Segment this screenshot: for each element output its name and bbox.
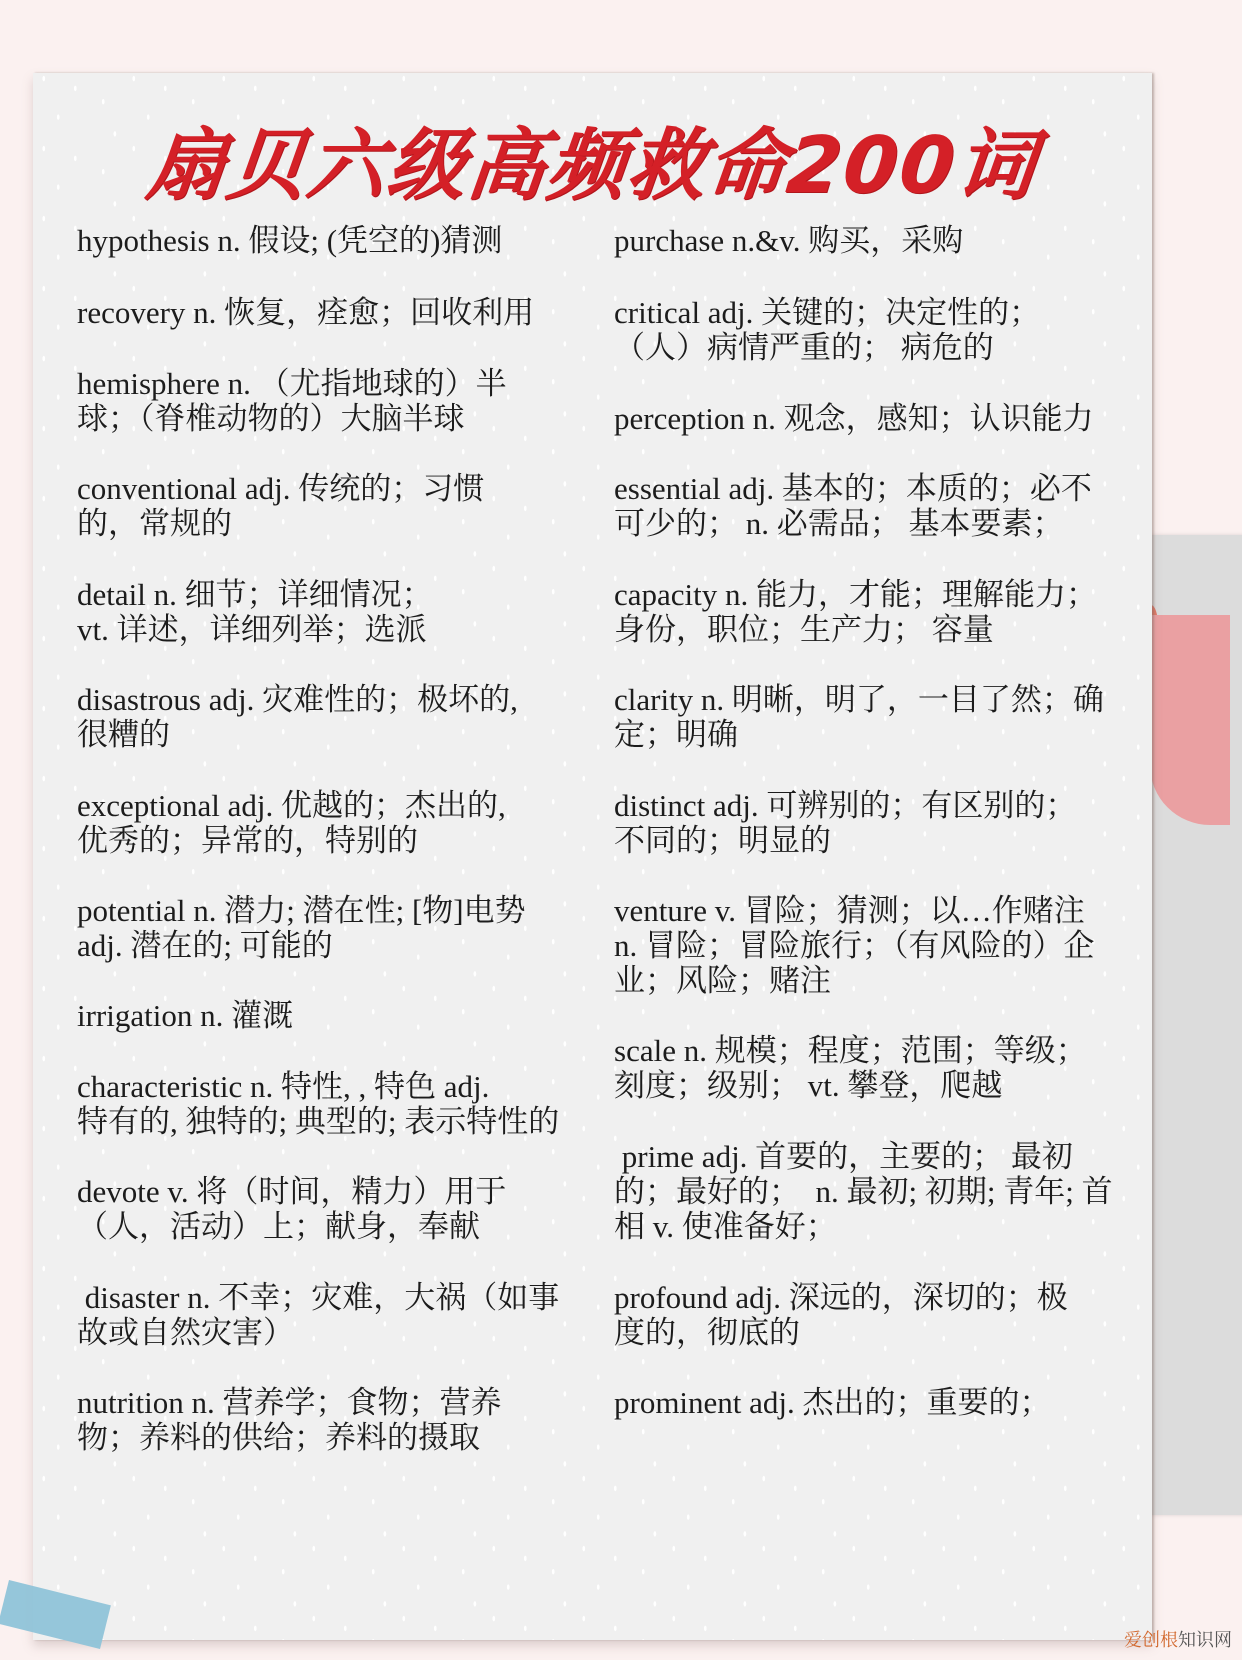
entry-line: conventional adj. 传统的；习惯: [77, 471, 485, 506]
entry-line: capacity n. 能力，才能；理解能力；: [614, 577, 1098, 612]
entry-line: nutrition n. 营养学；食物；营养: [77, 1385, 502, 1420]
vocabulary-card: [33, 73, 1152, 1640]
word-entry-capacity: [614, 577, 1154, 647]
entry-line: 优秀的；异常的，特别的: [77, 823, 418, 858]
watermark: [1124, 1626, 1232, 1652]
entry-line: exceptional adj. 优越的；杰出的,: [77, 788, 506, 823]
page-title: 扇贝六级高频救命200词: [142, 121, 1041, 211]
word-entry-irrigation: [77, 998, 617, 1033]
entry-line: hemisphere n. （尤指地球的）半: [77, 366, 507, 401]
entry-line: adj. 潜在的; 可能的: [77, 928, 333, 963]
decorative-pink-shape: [1150, 615, 1230, 825]
entry-line: n. 冒险；冒险旅行；（有风险的）企: [614, 928, 1095, 963]
entry-line: 的，常规的: [77, 506, 232, 541]
entry-line: detail n. 细节；详细情况；: [77, 577, 433, 612]
entry-line: prime adj. 首要的，主要的； 最初: [614, 1139, 1073, 1174]
entry-line: perception n. 观念，感知；认识能力: [614, 401, 1094, 436]
entry-line: 物；养料的供给；养料的摄取: [77, 1420, 480, 1455]
word-entry-distinct: [614, 788, 1154, 858]
entry-line: scale n. 规模；程度；范围；等级；: [614, 1033, 1087, 1068]
entry-line: 球；（脊椎动物的）大脑半球: [77, 401, 465, 436]
word-entry-potential: [77, 893, 617, 963]
entry-line: devote v. 将（时间，精力）用于: [77, 1174, 507, 1209]
entry-line: 不同的；明显的: [614, 823, 831, 858]
entry-line: essential adj. 基本的；本质的；必不: [614, 471, 1092, 506]
entry-line: hypothesis n. 假设; (凭空的)猜测: [77, 223, 503, 258]
word-entry-clarity: [614, 682, 1154, 752]
word-entry-conventional: [77, 471, 617, 541]
word-entry-exceptional: [77, 788, 617, 858]
entry-line: 相 v. 使准备好；: [614, 1209, 837, 1244]
word-entry-hypothesis: [77, 223, 617, 258]
entry-line: distinct adj. 可辨别的；有区别的；: [614, 788, 1077, 823]
entry-line: 身份，职位；生产力； 容量: [614, 612, 994, 647]
entry-line: disastrous adj. 灾难性的；极坏的,: [77, 682, 518, 717]
background-sheet: [1150, 535, 1242, 1515]
word-entry-disastrous: [77, 682, 617, 752]
word-entry-critical: [614, 295, 1154, 365]
watermark-suffix: 知识网: [1178, 1630, 1232, 1651]
entry-line: venture v. 冒险；猜测；以…作赌注: [614, 893, 1085, 928]
entry-line: vt. 详述，详细列举；选派: [77, 612, 427, 647]
word-entry-characteristic: [77, 1069, 617, 1139]
word-entry-essential: [614, 471, 1154, 541]
entry-line: clarity n. 明晰，明了，一目了然；确: [614, 682, 1104, 717]
entry-line: prominent adj. 杰出的；重要的；: [614, 1385, 1051, 1420]
word-entry-purchase: [614, 223, 1154, 258]
word-entry-scale: [614, 1033, 1154, 1103]
entry-line: （人，活动）上；献身，奉献: [77, 1209, 480, 1244]
entry-line: （人）病情严重的； 病危的: [614, 330, 994, 365]
entry-line: 刻度；级别； vt. 攀登，爬越: [614, 1068, 1003, 1103]
word-entry-disaster: [77, 1280, 617, 1350]
entry-line: potential n. 潜力; 潜在性; [物]电势: [77, 893, 526, 928]
word-entry-prime: [614, 1139, 1154, 1244]
entry-line: 定；明确: [614, 717, 738, 752]
entry-line: purchase n.&v. 购买，采购: [614, 223, 964, 258]
entry-line: irrigation n. 灌溉: [77, 998, 294, 1033]
entry-line: profound adj. 深远的，深切的；极: [614, 1280, 1068, 1315]
entry-line: 很糟的: [77, 717, 170, 752]
word-entry-profound: [614, 1280, 1154, 1350]
word-entry-nutrition: [77, 1385, 617, 1455]
watermark-brand: 爱创根: [1124, 1630, 1178, 1651]
word-entry-perception: [614, 401, 1154, 436]
entry-line: disaster n. 不幸；灾难，大祸（如事: [77, 1280, 560, 1315]
entry-line: characteristic n. 特性, , 特色 adj.: [77, 1069, 490, 1104]
entry-line: 可少的； n. 必需品； 基本要素；: [614, 506, 1064, 541]
word-entry-prominent: [614, 1385, 1154, 1420]
word-entry-hemisphere: [77, 366, 617, 436]
entry-line: recovery n. 恢复，痊愈；回收利用: [77, 295, 535, 330]
word-entry-devote: [77, 1174, 617, 1244]
entry-line: 特有的, 独特的; 典型的; 表示特性的: [77, 1104, 560, 1139]
word-entry-recovery: [77, 295, 617, 330]
word-entry-venture: [614, 893, 1154, 998]
entry-line: critical adj. 关键的；决定性的；: [614, 295, 1041, 330]
entry-line: 业；风险；赌注: [614, 963, 831, 998]
entry-line: 度的，彻底的: [614, 1315, 800, 1350]
word-entry-detail: [77, 577, 617, 647]
entry-line: 故或自然灾害）: [77, 1315, 294, 1350]
entry-line: 的；最好的； n. 最初; 初期; 青年; 首: [614, 1174, 1113, 1209]
